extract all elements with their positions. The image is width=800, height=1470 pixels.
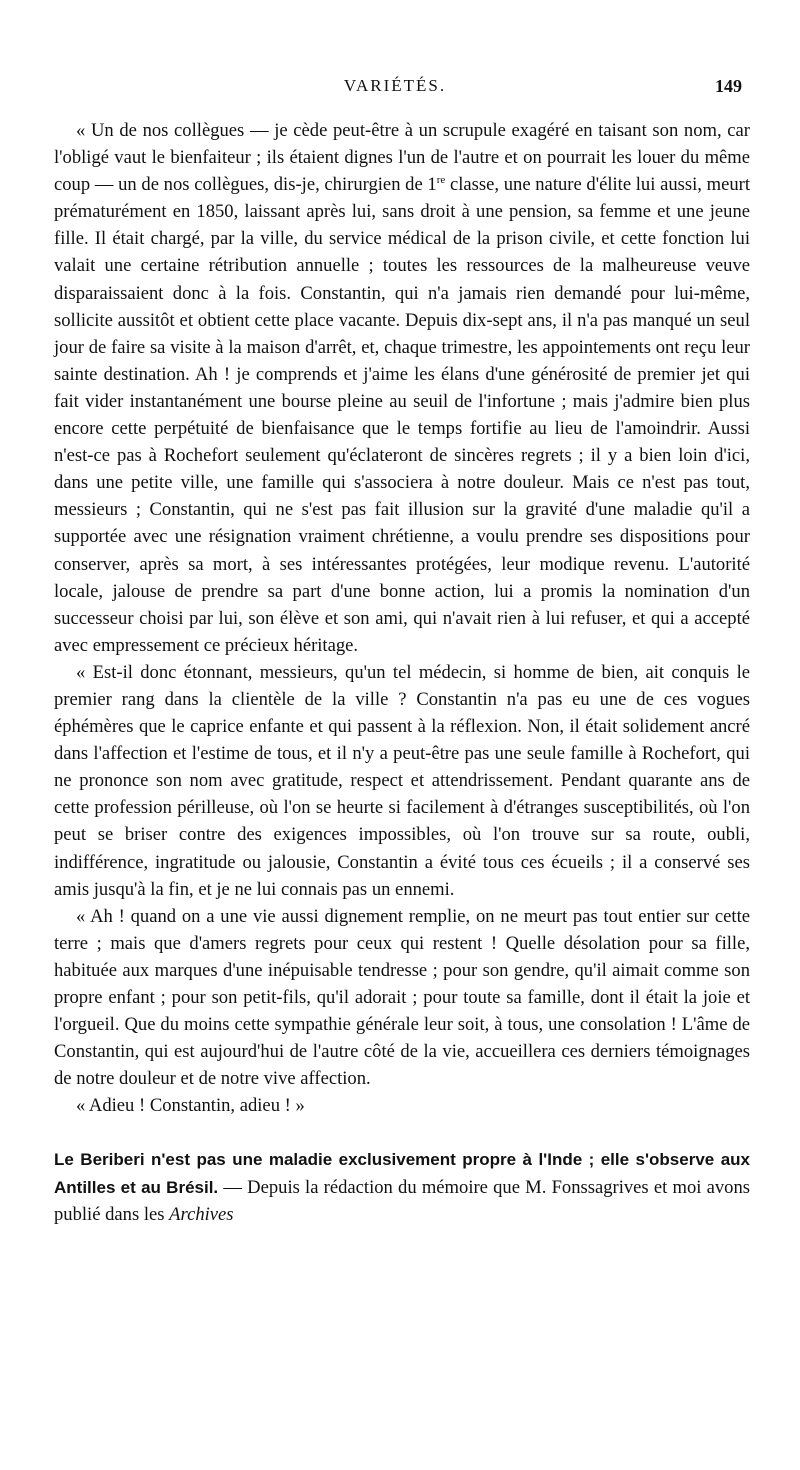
running-title: VARIÉTÉS.: [343, 76, 447, 95]
section-gap: [54, 1119, 750, 1146]
paragraph-2: « Est-il donc étonnant, messieurs, qu'un tel médecin, si homme de bien, ait conquis le premier rang dans la clientèle de la ville ? Constantin n'a pas eu une de ces vogues éphémères que le caprice enfante et qui passent à la réflexion. Non, il était solidement ancré dans l'affection et l'estime de tous, et il n'y a peut-être pas une seule famille à Rochefort, qui ne prononce son nom avec gratitude, respect et attendrissement. Pendant quarante ans de cette profession périlleuse, où l'on se heurte si facilement à d'étranges susceptibilités, où l'on peut se briser contre des exigences impossibles, où l'on trouve sur sa route, oubli, indifférence, ingratitude ou jalousie, Constantin a évité tous ces écueils ; il a conservé ses amis jusqu'à la fin, et je ne lui connais pas un ennemi.: [54, 661, 750, 900]
body-text: [54, 117, 750, 1228]
paragraph-3: « Ah ! quand on a une vie aussi dignement remplie, on ne meurt pas tout entier sur cette terre ; mais que d'amers regrets pour ceux qui restent ! Quelle désolation pour sa fille, habituée aux marques d'une inépuisable tendresse ; pour son gendre, qu'il aimait comme son propre enfant ; pour son petit-fils, qu'il adorait ; pour toute sa famille, dont il était la joie et l'orgueil. Que du moins cette sympathie générale leur soit, à tous, une consolation ! L'âme de Constantin, qui est aujourd'hui de l'autre côté de la vie, accueillera ces derniers témoignages de notre douleur et de notre vive affection.: [54, 905, 750, 1090]
superscript-re: re: [436, 174, 446, 186]
paragraph-1-text-a: « Un de nos collègues — je cède peut-être à un scrupule exagéré en taisant son nom, car l'obligé vaut le bienfaiteur ; ils étaient dignes l'un de l'autre et on pourrait les louer du même coup — un de nos collègues, dis-je, chirurgien de 1: [54, 120, 750, 196]
paragraph-4: « Adieu ! Constantin, adieu ! »: [76, 1095, 305, 1117]
italic-archives: Archives: [169, 1203, 234, 1225]
page-header: [48, 76, 742, 100]
page-number: 149: [715, 76, 742, 96]
section-text: — Depuis la rédaction du mémoire que M. Fonssagrives et moi avons publié dans les: [54, 1176, 750, 1225]
paragraph-1: [54, 117, 750, 659]
paragraph-1-text-b: classe, une nature d'élite lui aussi, meurt prématurément en 1850, laissant après lui, sans droit à une pension, sa femme et une jeune fille. Il était chargé, par la ville, du service médical de la prison civile, et cette fonction lui valait une certaine rétribution annuelle ; toutes les ressources de la malheureuse veuve disparaissaient donc à la fois. Constantin, qui n'a jamais rien demandé pour lui-même, sollicite aussitôt et obtient cette place vacante. Depuis dix-sept ans, il n'a pas manqué un seul jour de faire sa visite à la maison d'arrêt, et, chaque trimestre, les appointements ont reçu leur sainte destination. Ah ! je comprends et j'aime les élans d'une générosité de premier jet qui fait vider instantanément une bourse pleine au seuil de l'infortune ; mais j'admire bien plus encore cette perpétuité de bienfaisance que le temps fortifie au lieu de l'amoindrir. Aussi n'est-ce pas à Rochefort seulement qu'éclateront de sincères regrets ; il y a bien loin d'ici, dans une petite ville, une famille qui s'associera à notre douleur. Mais ce n'est pas tout, messieurs ; Constantin, qui ne s'est pas fait illusion sur la gravité d'une maladie qu'il a supportée avec une résignation vraiment chrétienne, a voulu prendre ses dispositions pour conserver, après sa mort, à ses intéressantes protégées, leur modique revenu. L'autorité locale, jalouse de prendre sa part d'une bonne action, lui a promis la nomination d'un successeur choisi par lui, son élève et son ami, qui n'avait rien à lui refuser, et qui a accepté avec empressement ce précieux héritage.: [54, 174, 750, 656]
paragraph-beriberi: [54, 1146, 750, 1227]
section-heading: Le Beriberi n'est pas une maladie exclusivement propre à l'Inde ; elle s'observe aux Antilles et au Brésil.: [54, 1150, 750, 1197]
